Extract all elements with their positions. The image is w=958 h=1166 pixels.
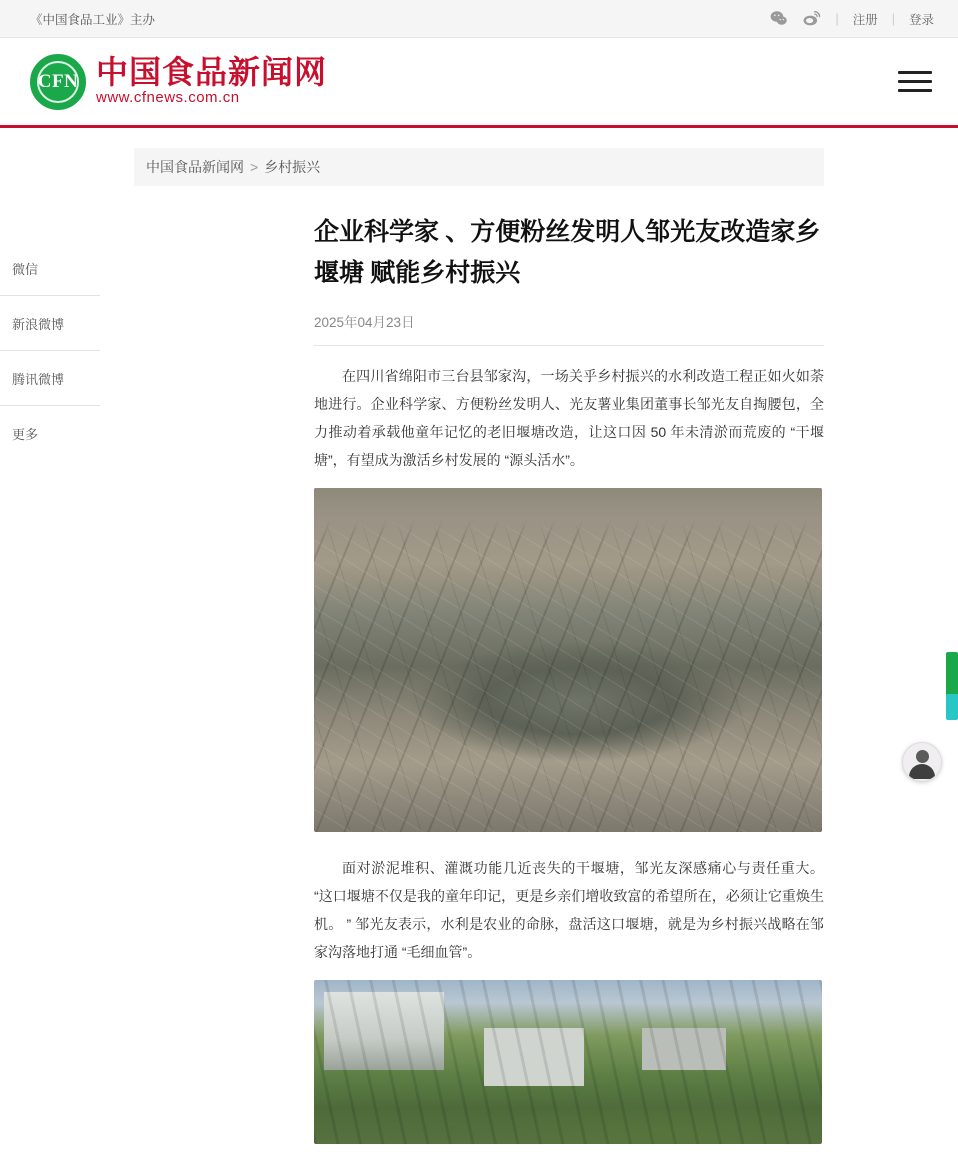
logo-badge-icon bbox=[30, 54, 86, 110]
figure-village-hillside-wrapper bbox=[314, 980, 824, 1144]
article-body bbox=[314, 346, 824, 1144]
page-title: 企业科学家 、方便粉丝发明人邹光友改造家乡堰塘 赋能乡村振兴 bbox=[314, 219, 821, 288]
breadcrumb-arrow: > bbox=[250, 159, 259, 175]
site-header bbox=[0, 38, 958, 128]
hamburger-bar-2 bbox=[898, 80, 932, 83]
share-item-wechat[interactable] bbox=[0, 241, 100, 296]
share-label-tencent-weibo: 腾讯微博 bbox=[12, 371, 65, 387]
publish-date: 2025年04月23日 bbox=[314, 311, 824, 346]
site-logo[interactable] bbox=[30, 54, 327, 110]
assistant-avatar-icon[interactable] bbox=[902, 742, 942, 782]
logo-text-block bbox=[96, 53, 328, 108]
page-layout bbox=[0, 186, 958, 1166]
hamburger-bar-3 bbox=[898, 89, 932, 92]
avatar-head bbox=[916, 750, 929, 763]
figure-village-hillside bbox=[314, 980, 822, 1144]
logo-title: 中国食品新闻网 bbox=[96, 53, 328, 90]
article-paragraph-1: 在四川省绵阳市三台县邹家沟，一场关乎乡村振兴的水利改造工程正如火如荼地进行。企业科学家、方便粉丝发明人、光友薯业集团董事长邹光友自掏腰包，全力推动着承载他童年记忆的老旧堰塘改造，让这口因 50 年未清淤而荒废的 “干堰塘”，有望成为激活乡村发展的 “源头活水”。 bbox=[314, 367, 824, 468]
scroll-progress-indicator[interactable] bbox=[946, 652, 958, 720]
share-item-tencent-weibo[interactable] bbox=[0, 351, 100, 406]
sponsor-text: 《中国食品工业》主办 bbox=[30, 12, 156, 27]
top-utility-actions bbox=[769, 9, 934, 28]
wechat-icon[interactable] bbox=[769, 9, 788, 28]
share-label-more: 更多 bbox=[12, 426, 39, 442]
top-utility-bar bbox=[0, 0, 958, 38]
hamburger-menu-icon[interactable] bbox=[898, 65, 932, 98]
share-item-weibo[interactable] bbox=[0, 296, 100, 351]
content-wrapper bbox=[12, 212, 824, 1166]
article bbox=[314, 212, 824, 1166]
share-sidebar bbox=[0, 212, 100, 460]
avatar-body bbox=[909, 764, 935, 779]
article-paragraph-2: 面对淤泥堆积、灌溉功能几近丧失的干堰塘，邹光友深感痛心与责任重大。 “这口堰塘不仅是我的童年印记，更是乡亲们增收致富的希望所在，必须让它重焕生机。 ” 邹光友表示，水利是农业的命脉，盘活这口堰塘，就是为乡村振兴战略在邹家沟落地打通 “毛细血管”。 bbox=[314, 859, 824, 960]
breadcrumb-home[interactable]: 中国食品新闻网 bbox=[146, 159, 244, 175]
breadcrumb-current[interactable]: 乡村振兴 bbox=[264, 159, 321, 175]
share-label-wechat: 微信 bbox=[12, 261, 39, 277]
hamburger-bar-1 bbox=[898, 71, 932, 74]
figure-dry-pond bbox=[314, 488, 822, 832]
breadcrumb bbox=[134, 148, 824, 186]
logo-badge-text: CFN bbox=[37, 70, 79, 92]
share-item-more[interactable] bbox=[0, 406, 100, 460]
logo-url: www.cfnews.com.cn bbox=[96, 89, 240, 107]
share-title bbox=[0, 212, 100, 231]
breadcrumb-row bbox=[0, 128, 958, 186]
share-label-weibo: 新浪微博 bbox=[12, 316, 65, 332]
login-link[interactable]: 登录 bbox=[908, 12, 934, 27]
top-separator: | bbox=[835, 11, 839, 26]
top-separator-2: | bbox=[891, 11, 895, 26]
figure-dry-pond-wrapper bbox=[314, 488, 824, 832]
weibo-icon[interactable] bbox=[802, 9, 821, 28]
register-link[interactable]: 注册 bbox=[852, 12, 878, 27]
